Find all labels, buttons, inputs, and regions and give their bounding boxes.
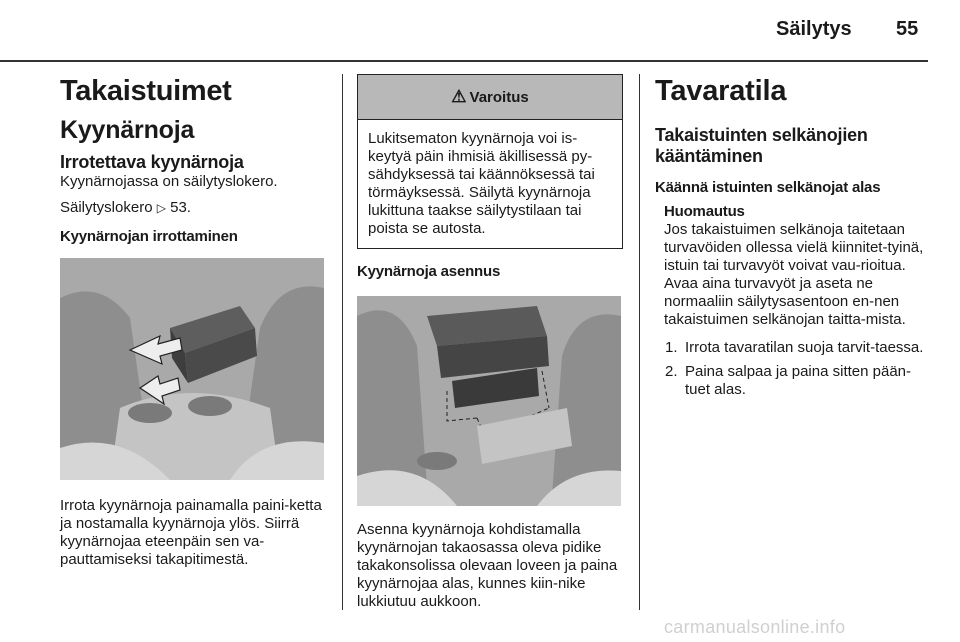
step-heading: Kyynärnojan irrottaminen — [60, 228, 238, 245]
note-title: Huomautus — [664, 203, 745, 220]
step-heading-fold: Käännä istuinten selkänojat alas — [655, 179, 881, 196]
list-item — [665, 339, 930, 357]
column-divider-2 — [639, 74, 640, 610]
warning-text: Lukitsematon kyynärnoja voi is-keytyä päin ihmisiä äkillisessä py-sähdyksessä tai käännöksessä tai törmäyksessä. Säilytä kyynärnoja lukittuna taakse säilytystilaan tai poista se autosta. — [368, 130, 595, 237]
section-title: Takaistuimet — [60, 75, 232, 107]
step-number: 1. — [665, 339, 678, 356]
header-title: Säilytys — [776, 18, 852, 40]
steps-list — [655, 339, 930, 399]
step-text: Paina salpaa ja paina sitten pään-tuet alas. — [685, 363, 911, 398]
topic-title-backrest: Takaistuinten selkänojien kääntäminen — [655, 125, 868, 166]
cross-reference-page: 53. — [170, 199, 191, 216]
cross-reference-text: Säilytyslokero — [60, 199, 153, 216]
note-block — [655, 202, 930, 329]
armrest-removal-photo — [60, 258, 324, 480]
armrest-install-photo — [357, 296, 621, 506]
column-1 — [60, 74, 328, 569]
list-item — [665, 363, 930, 399]
warning-icon: ⚠ — [451, 87, 467, 106]
watermark: carmanualsonline.info — [664, 617, 846, 637]
warning-box — [357, 74, 623, 249]
section-title-cargo: Tavaratila — [655, 75, 787, 107]
page-number: 55 — [896, 18, 919, 40]
header-rule — [0, 60, 928, 62]
install-caption: Asenna kyynärnoja kohdistamalla kyynärnojan takaosassa oleva pidike takakonsolissa olevaan loveen ja paina kyynärnojaa alas, kunnes kiin-nike lukkiutuu aukkoon. — [357, 521, 618, 610]
column-2 — [357, 74, 625, 611]
subsection-title: Kyynärnoja — [60, 116, 195, 144]
column-3 — [655, 74, 930, 405]
topic-title: Irrotettava kyynärnoja — [60, 152, 244, 172]
cross-reference — [60, 199, 328, 217]
triangle-ref-icon: ▷ — [156, 201, 166, 215]
step-number: 2. — [665, 363, 678, 380]
warning-title: Varoitus — [469, 88, 529, 106]
intro-text: Kyynärnojassa on säilytyslokero. — [60, 173, 278, 190]
column-divider-1 — [342, 74, 343, 610]
step-text: Irrota tavaratilan suoja tarvit-taessa. — [685, 339, 924, 356]
install-heading: Kyynärnoja asennus — [357, 263, 501, 280]
removal-caption: Irrota kyynärnoja painamalla paini-ketta ja nostamalla kyynärnoja ylös. Siirrä kyynärnojaa eteenpäin sen va-pauttamiseksi takapitimestä. — [60, 497, 322, 568]
warning-header — [358, 75, 622, 120]
note-text: Jos takaistuimen selkänoja taitetaan turvavöiden ollessa vielä kiinnitet-tyinä, istuin tai turvavyöt voivat vau-rioitua. Avaa aina turvavyöt ja aseta ne normaaliin säilytysasentoon en-nen takaistuimen selkänojan taitta-mista. — [664, 221, 924, 328]
